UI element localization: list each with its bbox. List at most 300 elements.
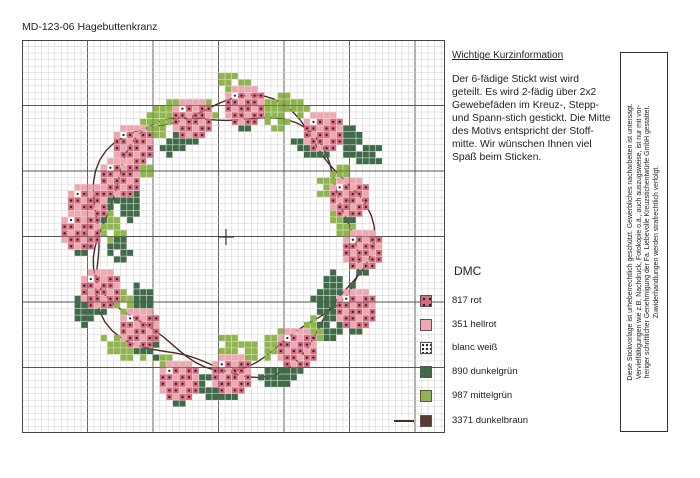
- stitch-cell: [147, 348, 153, 354]
- stitch-cell: [350, 145, 356, 151]
- stitch-cell: [238, 342, 244, 348]
- stitch-cell: [311, 342, 317, 348]
- stitch-cell: [238, 99, 244, 105]
- stitch-cell: [245, 342, 251, 348]
- stitch-symbol: [352, 199, 354, 201]
- stitch-cell: [134, 289, 140, 295]
- stitch-cell: [127, 355, 133, 361]
- stitch-cell: [330, 296, 336, 302]
- stitch-symbol: [214, 370, 216, 372]
- stitch-cell: [134, 322, 140, 328]
- stitch-symbol: [332, 199, 334, 201]
- stitch-symbol: [201, 134, 203, 136]
- stitch-symbol: [319, 121, 321, 123]
- stitch-cell: [127, 125, 133, 131]
- stitch-symbol: [345, 324, 347, 326]
- stitch-symbol: [339, 193, 341, 195]
- stitch-symbol: [194, 389, 196, 391]
- pattern-title: MD-123-06 Hagebuttenkranz: [22, 21, 158, 33]
- stitch-cell: [81, 322, 87, 328]
- stitch-cell: [284, 329, 290, 335]
- stitch-cell: [337, 289, 343, 295]
- stitch-cell: [284, 93, 290, 99]
- stitch-cell: [153, 132, 159, 138]
- stitch-cell: [271, 368, 277, 374]
- stitch-symbol: [116, 147, 118, 149]
- stitch-symbol: [122, 180, 124, 182]
- stitch-cell: [311, 322, 317, 328]
- stitch-cell: [88, 309, 94, 315]
- stitch-cell: [350, 283, 356, 289]
- stitch-symbol: [136, 330, 138, 332]
- stitch-cell: [363, 309, 369, 315]
- stitch-cell: [212, 387, 218, 393]
- stitch-cell: [330, 184, 336, 190]
- stitch-cell: [343, 191, 349, 197]
- stitch-cell: [121, 315, 127, 321]
- legend-label: 987 mittelgrün: [452, 390, 513, 401]
- stitch-cell: [206, 112, 212, 118]
- stitch-cell: [121, 198, 127, 204]
- stitch-cell: [317, 289, 323, 295]
- stitch-symbol: [378, 252, 380, 254]
- stitch-cell: [107, 342, 113, 348]
- stitch-symbol: [116, 291, 118, 293]
- stitch-symbol: [116, 186, 118, 188]
- legend-row: [420, 389, 570, 403]
- stitch-symbol: [371, 265, 373, 267]
- stitch-cell: [330, 329, 336, 335]
- stitch-symbol: [90, 226, 92, 228]
- stitch-symbol: [306, 357, 308, 359]
- stitch-symbol: [109, 167, 111, 169]
- stitch-cell: [330, 217, 336, 223]
- stitch-cell: [121, 204, 127, 210]
- stitch-cell: [75, 296, 81, 302]
- stitch-cell: [363, 145, 369, 151]
- stitch-cell: [140, 302, 146, 308]
- stitch-cell: [369, 230, 375, 236]
- stitch-cell: [343, 152, 349, 158]
- stitch-symbol: [352, 245, 354, 247]
- stitch-symbol: [371, 311, 373, 313]
- stitch-cell: [238, 119, 244, 125]
- stitch-cell: [324, 191, 330, 197]
- stitch-cell: [107, 224, 113, 230]
- stitch-cell: [166, 355, 172, 361]
- stitch-cell: [350, 302, 356, 308]
- stitch-cell: [180, 387, 186, 393]
- stitch-symbol: [352, 311, 354, 313]
- stitch-cell: [232, 86, 238, 92]
- stitch-symbol: [122, 140, 124, 142]
- stitch-symbol: [358, 324, 360, 326]
- stitch-symbol: [129, 324, 131, 326]
- stitch-symbol: [181, 127, 183, 129]
- stitch-cell: [219, 355, 225, 361]
- stitch-cell: [147, 171, 153, 177]
- stitch-cell: [252, 106, 258, 112]
- stitch-cell: [160, 368, 166, 374]
- legend-label: blanc weiß: [452, 342, 498, 353]
- stitch-cell: [343, 125, 349, 131]
- stitch-cell: [232, 106, 238, 112]
- stitch-cell: [271, 374, 277, 380]
- stitch-cell: [324, 184, 330, 190]
- stitch-cell: [271, 348, 277, 354]
- stitch-cell: [311, 112, 317, 118]
- stitch-cell: [297, 335, 303, 341]
- stitch-cell: [114, 230, 120, 236]
- stitch-cell: [291, 99, 297, 105]
- stitch-cell: [291, 361, 297, 367]
- stitch-cell: [81, 315, 87, 321]
- stitch-symbol: [371, 298, 373, 300]
- stitch-cell: [350, 139, 356, 145]
- stitch-cell: [311, 132, 317, 138]
- stitch-symbol: [129, 343, 131, 345]
- stitch-symbol: [201, 108, 203, 110]
- stitch-cell: [330, 178, 336, 184]
- stitch-cell: [101, 165, 107, 171]
- stitch-cell: [199, 374, 205, 380]
- stitch-cell: [337, 178, 343, 184]
- stitch-cell: [127, 217, 133, 223]
- stitch-cell: [284, 374, 290, 380]
- stitch-symbol: [240, 383, 242, 385]
- stitch-cell: [363, 270, 369, 276]
- stitch-cell: [94, 204, 100, 210]
- stitch-cell: [278, 125, 284, 131]
- stitch-symbol: [90, 285, 92, 287]
- stitch-symbol: [149, 134, 151, 136]
- stitch-symbol: [352, 212, 354, 214]
- legend-swatch: [420, 390, 432, 402]
- stitch-cell: [193, 106, 199, 112]
- stitch-cell: [134, 211, 140, 217]
- stitch-symbol: [240, 95, 242, 97]
- stitch-cell: [245, 348, 251, 354]
- stitch-cell: [62, 237, 68, 243]
- stitch-cell: [121, 355, 127, 361]
- stitch-cell: [297, 139, 303, 145]
- stitch-cell: [147, 302, 153, 308]
- stitch-cell: [297, 145, 303, 151]
- stitch-symbol: [234, 101, 236, 103]
- stitch-cell: [297, 112, 303, 118]
- stitch-cell: [324, 289, 330, 295]
- info-panel: [452, 50, 612, 164]
- stitch-symbol: [260, 114, 262, 116]
- stitch-cell: [94, 224, 100, 230]
- stitch-cell: [101, 309, 107, 315]
- stitch-symbol: [247, 108, 249, 110]
- stitch-cell: [94, 302, 100, 308]
- stitch-cell: [153, 125, 159, 131]
- stitch-cell: [140, 355, 146, 361]
- stitch-symbol: [188, 121, 190, 123]
- stitch-cell: [232, 73, 238, 79]
- stitch-cell: [88, 315, 94, 321]
- stitch-symbol: [103, 304, 105, 306]
- stitch-symbol: [358, 258, 360, 260]
- stitch-symbol: [96, 239, 98, 241]
- stitch-cell: [173, 106, 179, 112]
- stitch-symbol: [149, 324, 151, 326]
- stitch-symbol: [175, 121, 177, 123]
- stitch-cell: [356, 158, 362, 164]
- stitch-symbol: [227, 101, 229, 103]
- legend-row: [420, 414, 570, 428]
- stitch-symbol: [201, 127, 203, 129]
- stitch-cell: [369, 250, 375, 256]
- stitch-symbol: [116, 140, 118, 142]
- stitch-symbol: [116, 180, 118, 182]
- stitch-cell: [114, 243, 120, 249]
- stitch-cell: [350, 125, 356, 131]
- stitch-symbol: [136, 186, 138, 188]
- stitch-symbol: [142, 324, 144, 326]
- stitch-symbol: [352, 265, 354, 267]
- stitch-cell: [225, 73, 231, 79]
- stitch-cell: [114, 335, 120, 341]
- stitch-cell: [291, 329, 297, 335]
- stitch-symbol: [109, 278, 111, 280]
- stitch-cell: [330, 335, 336, 341]
- stitch-symbol: [70, 239, 72, 241]
- stitch-cell: [186, 132, 192, 138]
- stitch-cell: [238, 125, 244, 131]
- stitch-cell: [330, 211, 336, 217]
- stitch-cell: [127, 348, 133, 354]
- stitch-symbol: [70, 199, 72, 201]
- legend-row: [420, 365, 570, 379]
- stitch-cell: [291, 368, 297, 374]
- stitch-cell: [356, 198, 362, 204]
- stitch-symbol: [247, 383, 249, 385]
- stitch-cell: [265, 112, 271, 118]
- stitch-cell: [107, 237, 113, 243]
- stitch-cell: [88, 211, 94, 217]
- stitch-cell: [258, 374, 264, 380]
- stitch-symbol: [358, 193, 360, 195]
- stitch-symbol: [136, 167, 138, 169]
- stitch-symbol: [208, 127, 210, 129]
- stitch-cell: [107, 243, 113, 249]
- stitch-symbol: [240, 363, 242, 365]
- stitch-symbol: [332, 193, 334, 195]
- stitch-cell: [350, 230, 356, 236]
- stitch-cell: [121, 184, 127, 190]
- stitch-cell: [153, 106, 159, 112]
- stitch-cell: [101, 335, 107, 341]
- stitch-cell: [166, 152, 172, 158]
- stitch-symbol: [365, 265, 367, 267]
- stitch-symbol: [175, 114, 177, 116]
- stitch-cell: [343, 132, 349, 138]
- stitch-cell: [324, 276, 330, 282]
- stitch-cell: [350, 178, 356, 184]
- backstitch-line-icon: [394, 420, 414, 422]
- stitch-symbol: [339, 304, 341, 306]
- stitch-symbol: [312, 147, 314, 149]
- stitch-cell: [68, 230, 74, 236]
- stitch-symbol: [77, 232, 79, 234]
- copyright-line: Diese Stickvorlage ist urheberrechtlich geschützt. Gewerbliches nacharbeiten ist untersagt.: [626, 103, 634, 381]
- stitch-symbol: [109, 304, 111, 306]
- stitch-symbol: [293, 350, 295, 352]
- stitch-cell: [127, 198, 133, 204]
- legend-label: 351 hellrot: [452, 319, 497, 330]
- stitch-cell: [219, 348, 225, 354]
- legend-swatch: [420, 342, 432, 354]
- stitch-cell: [225, 335, 231, 341]
- stitch-symbol: [188, 396, 190, 398]
- stitch-cell: [140, 296, 146, 302]
- stitch-cell: [206, 99, 212, 105]
- stitch-symbol: [280, 350, 282, 352]
- stitch-symbol: [103, 180, 105, 182]
- stitch-cell: [330, 171, 336, 177]
- stitch-cell: [350, 184, 356, 190]
- stitch-cell: [284, 348, 290, 354]
- stitch-symbol: [247, 363, 249, 365]
- stitch-cell: [330, 289, 336, 295]
- stitch-symbol: [83, 232, 85, 234]
- stitch-symbol: [194, 383, 196, 385]
- stitch-cell: [134, 283, 140, 289]
- stitch-symbol: [122, 134, 124, 136]
- stitch-cell: [225, 368, 231, 374]
- stitch-symbol: [365, 298, 367, 300]
- stitch-cell: [337, 165, 343, 171]
- stitch-symbol: [293, 357, 295, 359]
- stitch-symbol: [155, 337, 157, 339]
- stitch-cell: [363, 152, 369, 158]
- stitch-cell: [160, 119, 166, 125]
- stitch-symbol: [168, 389, 170, 391]
- stitch-cell: [199, 387, 205, 393]
- stitch-symbol: [358, 239, 360, 241]
- stitch-cell: [121, 309, 127, 315]
- stitch-symbol: [319, 140, 321, 142]
- stitch-cell: [317, 125, 323, 131]
- stitch-cell: [278, 368, 284, 374]
- stitch-cell: [88, 289, 94, 295]
- stitch-symbol: [129, 337, 131, 339]
- stitch-cell: [81, 237, 87, 243]
- stitch-cell: [350, 204, 356, 210]
- stitch-cell: [121, 145, 127, 151]
- stitch-cell: [134, 309, 140, 315]
- stitch-symbol: [96, 193, 98, 195]
- stitch-symbol: [142, 343, 144, 345]
- stitch-symbol: [306, 363, 308, 365]
- stitch-cell: [245, 355, 251, 361]
- legend-swatch: [420, 295, 432, 307]
- stitch-cell: [140, 119, 146, 125]
- stitch-symbol: [181, 383, 183, 385]
- stitch-cell: [75, 250, 81, 256]
- stitch-cell: [160, 145, 166, 151]
- stitch-cell: [166, 106, 172, 112]
- stitch-cell: [363, 230, 369, 236]
- stitch-symbol: [136, 147, 138, 149]
- stitch-cell: [238, 86, 244, 92]
- stitch-cell: [265, 355, 271, 361]
- stitch-symbol: [90, 206, 92, 208]
- stitch-symbol: [103, 206, 105, 208]
- stitch-symbol: [247, 101, 249, 103]
- stitch-symbol: [96, 278, 98, 280]
- stitch-cell: [252, 348, 258, 354]
- stitch-cell: [245, 125, 251, 131]
- stitch-symbol: [365, 199, 367, 201]
- stitch-symbol: [208, 121, 210, 123]
- stitch-cell: [107, 250, 113, 256]
- stitch-symbol: [103, 285, 105, 287]
- stitch-cell: [278, 119, 284, 125]
- stitch-symbol: [319, 134, 321, 136]
- stitch-cell: [186, 381, 192, 387]
- stitch-symbol: [103, 291, 105, 293]
- stitch-symbol: [221, 383, 223, 385]
- stitch-cell: [101, 217, 107, 223]
- stitch-cell: [304, 145, 310, 151]
- stitch-cell: [173, 374, 179, 380]
- stitch-cell: [232, 342, 238, 348]
- stitch-symbol: [260, 95, 262, 97]
- stitch-symbol: [63, 232, 65, 234]
- stitch-symbol: [122, 173, 124, 175]
- stitch-symbol: [221, 363, 223, 365]
- stitch-symbol: [312, 357, 314, 359]
- stitch-cell: [173, 99, 179, 105]
- stitch-cell: [356, 139, 362, 145]
- stitch-cell: [297, 106, 303, 112]
- stitch-symbol: [181, 114, 183, 116]
- stitch-symbol: [365, 186, 367, 188]
- stitch-symbol: [365, 317, 367, 319]
- stitch-symbol: [181, 108, 183, 110]
- stitch-symbol: [286, 337, 288, 339]
- stitch-symbol: [345, 199, 347, 201]
- stitch-symbol: [306, 127, 308, 129]
- stitch-cell: [284, 381, 290, 387]
- stitch-cell: [107, 204, 113, 210]
- stitch-cell: [166, 119, 172, 125]
- stitch-symbol: [77, 219, 79, 221]
- stitch-symbol: [90, 245, 92, 247]
- stitch-cell: [94, 309, 100, 315]
- stitch-cell: [343, 178, 349, 184]
- stitch-symbol: [234, 121, 236, 123]
- stitch-cell: [107, 158, 113, 164]
- stitch-cell: [101, 184, 107, 190]
- stitch-cell: [114, 152, 120, 158]
- stitch-cell: [199, 119, 205, 125]
- stitch-cell: [356, 230, 362, 236]
- stitch-cell: [153, 342, 159, 348]
- stitch-cell: [101, 230, 107, 236]
- stitch-cell: [317, 112, 323, 118]
- stitch-symbol: [142, 160, 144, 162]
- stitch-symbol: [63, 226, 65, 228]
- stitch-cell: [81, 302, 87, 308]
- stitch-cell: [238, 374, 244, 380]
- stitch-cell: [297, 99, 303, 105]
- copyright-line: heriger schriftlicher Genehmigung der Fa. Liebevolle Kreuzstichentwürfe GmbH gestattet.: [644, 105, 651, 379]
